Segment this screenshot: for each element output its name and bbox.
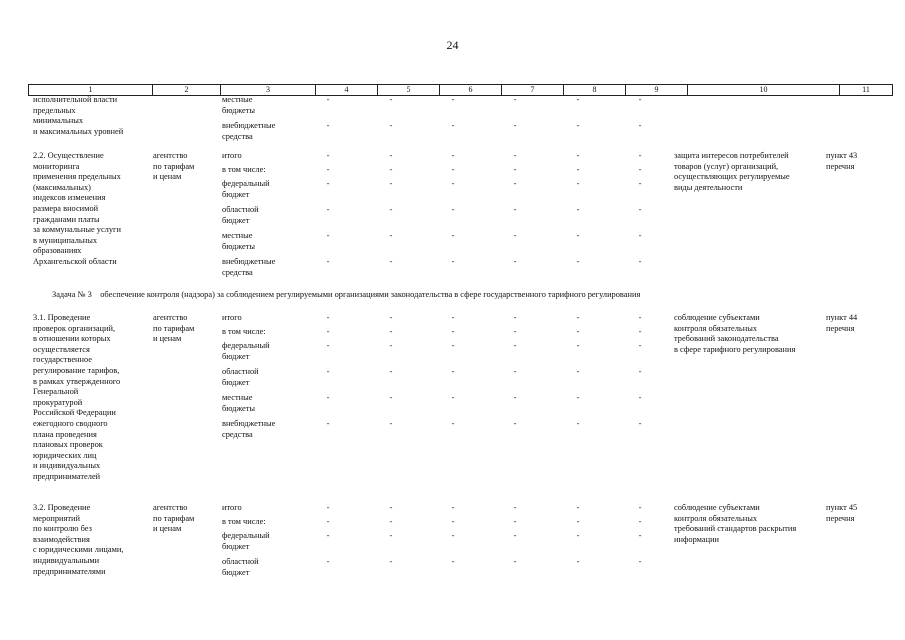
empty-cell-dash: - [326,151,330,160]
empty-cell-dash: - [451,393,455,402]
empty-cell-dash: - [513,205,517,214]
column-header: 7 [502,85,564,96]
executor: и ценам [153,524,182,534]
empty-cell-dash: - [576,95,580,104]
empty-cell-dash: - [513,179,517,188]
empty-cell-dash: - [576,179,580,188]
expected-result: виды деятельности [674,182,743,192]
empty-cell-dash: - [513,257,517,266]
activity-name: осуществляется [33,344,90,354]
funding-source: внебюджетные [222,257,276,266]
column-header: 2 [153,85,221,96]
expected-result: соблюдение субъектами [674,313,760,322]
reference: пункт 43 [826,151,858,160]
empty-cell-dash: - [451,95,455,104]
empty-cell-dash: - [389,393,393,402]
funding-source: федеральный [222,341,270,350]
empty-cell-dash: - [513,95,517,104]
empty-cell-dash: - [451,517,455,526]
empty-cell-dash: - [576,517,580,526]
empty-cell-dash: - [513,165,517,174]
executor: агентство [153,151,188,160]
empty-cell-dash: - [638,531,642,540]
empty-cell-dash: - [576,503,580,512]
empty-cell-dash: - [451,531,455,540]
funding-source: местные [222,231,253,240]
funding-source: средства [222,267,253,277]
funding-source: федеральный [222,179,270,188]
reference: перечня [826,323,855,333]
column-header: 3 [221,85,316,96]
reference: пункт 44 [826,313,858,322]
empty-cell-dash: - [389,121,393,130]
empty-cell-dash: - [389,419,393,428]
funding-source: средства [222,131,253,141]
empty-cell-dash: - [638,165,642,174]
activity-name: предпринимателями [33,566,106,576]
empty-cell-dash: - [638,257,642,266]
funding-source: местные [222,393,253,402]
funding-source: бюджеты [222,105,256,115]
empty-cell-dash: - [326,367,330,376]
activity-name: минимальных [33,116,84,126]
empty-cell-dash: - [451,557,455,566]
activity-name: 3.2. Проведение [33,503,91,512]
empty-cell-dash: - [576,341,580,350]
empty-cell-dash: - [326,327,330,336]
empty-cell-dash: - [513,151,517,160]
expected-result: соблюдение субъектами [674,503,760,512]
executor: и ценам [153,334,182,344]
empty-cell-dash: - [576,531,580,540]
column-header: 9 [626,85,688,96]
column-header: 8 [564,85,626,96]
activity-name: проверок организаций, [33,323,116,333]
funding-source: итого [222,151,242,160]
empty-cell-dash: - [389,531,393,540]
empty-cell-dash: - [326,179,330,188]
empty-cell-dash: - [389,517,393,526]
executor: по тарифам [153,161,195,171]
empty-cell-dash: - [513,327,517,336]
empty-cell-dash: - [326,531,330,540]
empty-cell-dash: - [326,121,330,130]
empty-cell-dash: - [326,557,330,566]
empty-cell-dash: - [576,327,580,336]
funding-source: в том числе: [222,327,266,336]
column-header: 6 [440,85,502,96]
empty-cell-dash: - [451,503,455,512]
empty-cell-dash: - [326,313,330,322]
empty-cell-dash: - [451,419,455,428]
activity-name: размера вносимой [33,204,99,213]
activity-name: ежегодного сводного [33,419,108,428]
empty-cell-dash: - [513,367,517,376]
page-number: 24 [446,38,459,52]
empty-cell-dash: - [326,95,330,104]
expected-result: контроля обязательных [674,323,758,333]
activity-name: государственное [33,355,93,365]
column-header: 1 [29,85,153,96]
task-text: обеспечение контроля (надзора) за соблюдением регулируемыми организациями законодательства в сфере государственного тарифного регулирования [100,290,641,299]
empty-cell-dash: - [326,231,330,240]
empty-cell-dash: - [576,231,580,240]
empty-cell-dash: - [513,503,517,512]
column-header: 4 [316,85,378,96]
funding-source: областной [222,367,259,376]
empty-cell-dash: - [389,341,393,350]
empty-cell-dash: - [389,313,393,322]
activity-name: предельных [33,105,76,115]
empty-cell-dash: - [326,517,330,526]
expected-result: в сфере тарифного регулирования [674,344,796,354]
reference: перечня [826,513,855,523]
empty-cell-dash: - [451,121,455,130]
funding-source: в том числе: [222,517,266,526]
empty-cell-dash: - [389,367,393,376]
activity-name: прокуратурой [33,397,83,407]
empty-cell-dash: - [389,95,393,104]
empty-cell-dash: - [638,313,642,322]
empty-cell-dash: - [638,503,642,512]
empty-cell-dash: - [638,205,642,214]
activity-name: 2.2. Осуществление [33,151,104,160]
activity-name: исполнительной власти [33,95,118,104]
empty-cell-dash: - [389,327,393,336]
activity-name: образованиях [33,246,82,256]
funding-source: в том числе: [222,165,266,174]
empty-cell-dash: - [638,151,642,160]
empty-cell-dash: - [638,367,642,376]
activity-name: Генеральной [33,387,79,397]
funding-source: бюджет [222,351,250,361]
expected-result: товаров (услуг) организаций, [674,161,779,171]
funding-source: бюджеты [222,403,256,413]
empty-cell-dash: - [513,419,517,428]
empty-cell-dash: - [451,367,455,376]
activity-name: индексов изменения [33,193,106,203]
empty-cell-dash: - [326,419,330,428]
expected-result: информации [674,534,720,544]
empty-cell-dash: - [638,393,642,402]
empty-cell-dash: - [389,205,393,214]
activity-name: мероприятий [33,513,81,523]
activity-name: плановых проверок [33,440,103,450]
funding-source: областной [222,205,259,214]
activity-name: Архангельской области [33,257,117,266]
empty-cell-dash: - [513,341,517,350]
funding-source: бюджет [222,541,250,551]
activity-name: регулирование тарифов, [33,366,120,375]
activity-name: мониторинга [33,161,80,171]
executor: по тарифам [153,513,195,523]
funding-source: средства [222,429,253,439]
column-header: 10 [688,85,840,96]
empty-cell-dash: - [389,231,393,240]
task-heading [52,290,640,299]
empty-cell-dash: - [451,165,455,174]
reference: перечня [826,161,855,171]
empty-cell-dash: - [576,121,580,130]
empty-cell-dash: - [513,231,517,240]
activity-name: и индивидуальных [33,461,101,471]
column-header: 11 [840,85,893,96]
activity-name: плана проведения [33,429,97,439]
activity-name: гражданами платы [33,214,100,224]
funding-source: бюджет [222,567,250,577]
empty-cell-dash: - [638,121,642,130]
funding-source: бюджет [222,189,250,199]
funding-source: итого [222,503,242,512]
funding-source: внебюджетные [222,121,276,130]
expected-result: защита интересов потребителей [674,151,789,160]
activity-name: в муниципальных [33,235,98,245]
empty-cell-dash: - [451,205,455,214]
empty-cell-dash: - [638,95,642,104]
empty-cell-dash: - [326,393,330,402]
empty-cell-dash: - [389,557,393,566]
activity-name: предпринимателей [33,472,101,481]
empty-cell-dash: - [513,121,517,130]
empty-cell-dash: - [326,341,330,350]
empty-cell-dash: - [513,531,517,540]
empty-cell-dash: - [389,503,393,512]
empty-cell-dash: - [451,179,455,188]
empty-cell-dash: - [513,313,517,322]
activity-name: Российской Федерации [33,408,116,418]
empty-cell-dash: - [513,517,517,526]
activity-name: и максимальных уровней [33,126,124,136]
activity-name: взаимодействия [33,534,90,544]
reference: пункт 45 [826,503,858,512]
executor: агентство [153,313,188,322]
empty-cell-dash: - [638,327,642,336]
executor: агентство [153,503,188,512]
expected-result: требований стандартов раскрытия [674,524,797,534]
funding-source: бюджеты [222,241,256,251]
funding-source: внебюджетные [222,419,276,428]
empty-cell-dash: - [576,205,580,214]
empty-cell-dash: - [451,151,455,160]
expected-result: контроля обязательных [674,513,758,523]
activity-name: применения предельных [33,172,121,182]
empty-cell-dash: - [451,257,455,266]
funding-source: областной [222,557,259,566]
empty-cell-dash: - [451,341,455,350]
activity-name: в рамках утвержденного [33,376,121,386]
column-header: 5 [378,85,440,96]
empty-cell-dash: - [513,393,517,402]
empty-cell-dash: - [326,257,330,266]
empty-cell-dash: - [389,257,393,266]
activity-name: (максимальных) [33,182,91,192]
executor: по тарифам [153,323,195,333]
column-header-row [28,84,893,96]
empty-cell-dash: - [576,151,580,160]
empty-cell-dash: - [576,367,580,376]
funding-source: итого [222,313,242,322]
empty-cell-dash: - [576,257,580,266]
empty-cell-dash: - [451,231,455,240]
funding-source: бюджет [222,377,250,387]
empty-cell-dash: - [326,165,330,174]
activity-name: за коммунальные услуги [33,225,121,235]
empty-cell-dash: - [576,393,580,402]
empty-cell-dash: - [576,557,580,566]
activity-name: в отношении которых [33,334,111,344]
empty-cell-dash: - [451,313,455,322]
empty-cell-dash: - [513,557,517,566]
empty-cell-dash: - [326,205,330,214]
funding-source: федеральный [222,531,270,540]
empty-cell-dash: - [576,165,580,174]
funding-source: бюджет [222,215,250,225]
activity-name: по контролю без [33,524,92,534]
activity-name: юридических лиц [33,450,97,460]
funding-source: местные [222,95,253,104]
activity-name: индивидуальными [33,556,100,565]
empty-cell-dash: - [326,503,330,512]
empty-cell-dash: - [389,151,393,160]
empty-cell-dash: - [576,419,580,428]
task-label: Задача № 3 [52,290,92,299]
empty-cell-dash: - [576,313,580,322]
empty-cell-dash: - [389,165,393,174]
empty-cell-dash: - [638,517,642,526]
empty-cell-dash: - [638,419,642,428]
executor: и ценам [153,172,182,182]
empty-cell-dash: - [638,557,642,566]
activity-name: с юридическими лицами, [33,545,124,555]
empty-cell-dash: - [638,179,642,188]
empty-cell-dash: - [638,231,642,240]
expected-result: требований законодательства [674,334,779,344]
expected-result: осуществляющих регулируемые [674,172,790,182]
empty-cell-dash: - [451,327,455,336]
empty-cell-dash: - [389,179,393,188]
activity-name: 3.1. Проведение [33,313,91,322]
empty-cell-dash: - [638,341,642,350]
